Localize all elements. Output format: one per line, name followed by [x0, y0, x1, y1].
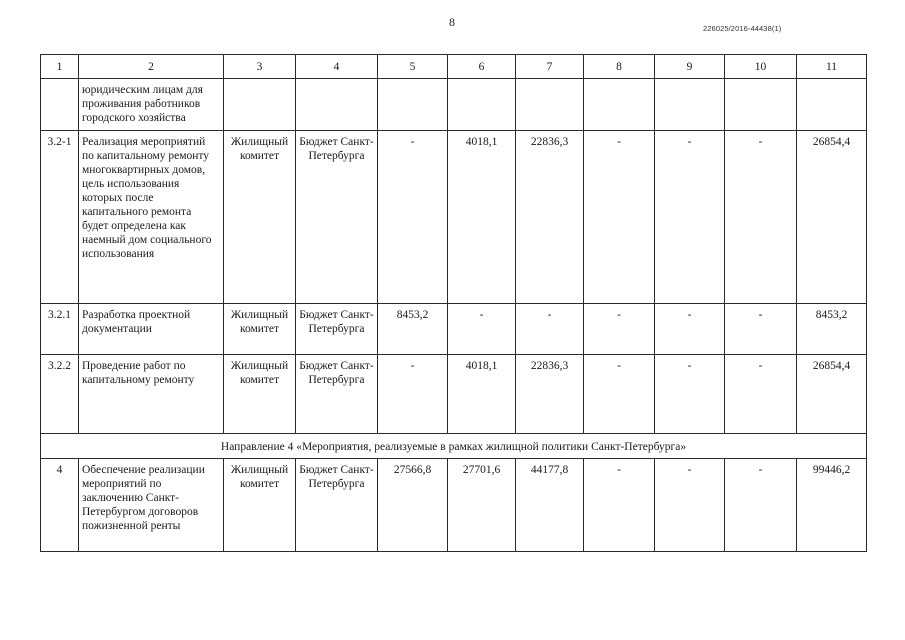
header-cell: 4: [296, 55, 378, 79]
value-cell-9: -: [655, 131, 725, 304]
header-cell: 7: [516, 55, 584, 79]
value-cell-9: -: [655, 304, 725, 355]
budget-table: [40, 54, 867, 552]
executor-cell: Жилищный комитет: [224, 459, 296, 552]
value-cell-6: 4018,1: [448, 131, 516, 304]
executor-cell: Жилищный комитет: [224, 131, 296, 304]
header-cell: 11: [797, 55, 867, 79]
row-number-cell: 3.2-1: [41, 131, 79, 304]
source-cell: Бюджет Санкт-Петербурга: [296, 304, 378, 355]
row-name-cell: Обеспечение реализации мероприятий по заключению Санкт-Петербургом договоров пожизненной ренты: [79, 459, 224, 552]
value-cell-8: -: [584, 459, 655, 552]
header-cell: 2: [79, 55, 224, 79]
executor-cell: Жилищный комитет: [224, 355, 296, 434]
row-name-cell: Разработка проектной документации: [79, 304, 224, 355]
header-cell: 10: [725, 55, 797, 79]
empty-cell: [448, 79, 516, 131]
table-row: [41, 304, 867, 355]
total-cell: 8453,2: [797, 304, 867, 355]
source-cell: Бюджет Санкт-Петербурга: [296, 355, 378, 434]
empty-cell: [797, 79, 867, 131]
value-cell-6: -: [448, 304, 516, 355]
source-cell: Бюджет Санкт-Петербурга: [296, 459, 378, 552]
header-cell: 8: [584, 55, 655, 79]
value-cell-5: -: [378, 355, 448, 434]
value-cell-8: -: [584, 355, 655, 434]
empty-cell: [655, 79, 725, 131]
value-cell-10: -: [725, 459, 797, 552]
total-cell: 99446,2: [797, 459, 867, 552]
value-cell-6: 27701,6: [448, 459, 516, 552]
header-cell: 1: [41, 55, 79, 79]
value-cell-7: 22836,3: [516, 355, 584, 434]
table-row: [41, 355, 867, 434]
row-number-cell: 3.2.2: [41, 355, 79, 434]
row-name-cell: Проведение работ по капитальному ремонту: [79, 355, 224, 434]
row-number-cell: [41, 79, 79, 131]
row-name-cell: юридическим лицам для проживания работников городского хозяйства: [79, 79, 224, 131]
header-cell: 6: [448, 55, 516, 79]
empty-cell: [516, 79, 584, 131]
header-cell: 3: [224, 55, 296, 79]
header-cell: 5: [378, 55, 448, 79]
source-cell: Бюджет Санкт-Петербурга: [296, 131, 378, 304]
total-cell: 26854,4: [797, 355, 867, 434]
value-cell-10: -: [725, 355, 797, 434]
empty-cell: [725, 79, 797, 131]
row-number-cell: 3.2.1: [41, 304, 79, 355]
page-number: 8: [449, 15, 455, 29]
empty-cell: [224, 79, 296, 131]
row-name-cell: Реализация мероприятий по капитальному ремонту многоквартирных домов, цель использования которых после капитального ремонта будет определена как наемный дом социального использования: [79, 131, 224, 304]
table-header-row: [41, 55, 867, 79]
value-cell-5: 27566,8: [378, 459, 448, 552]
direction-title: Направление 4 «Мероприятия, реализуемые в рамках жилищной политики Санкт-Петербурга»: [41, 434, 867, 459]
value-cell-7: 44177,8: [516, 459, 584, 552]
value-cell-7: 22836,3: [516, 131, 584, 304]
value-cell-5: -: [378, 131, 448, 304]
value-cell-8: -: [584, 131, 655, 304]
document-code: 226025/2016-44438(1): [703, 24, 782, 33]
value-cell-8: -: [584, 304, 655, 355]
direction-row: [41, 434, 867, 459]
header-cell: 9: [655, 55, 725, 79]
value-cell-6: 4018,1: [448, 355, 516, 434]
empty-cell: [378, 79, 448, 131]
value-cell-5: 8453,2: [378, 304, 448, 355]
value-cell-9: -: [655, 355, 725, 434]
empty-cell: [584, 79, 655, 131]
value-cell-7: -: [516, 304, 584, 355]
total-cell: 26854,4: [797, 131, 867, 304]
table-row-continuation: [41, 79, 867, 131]
value-cell-10: -: [725, 304, 797, 355]
row-number-cell: 4: [41, 459, 79, 552]
empty-cell: [296, 79, 378, 131]
table-row: [41, 131, 867, 304]
value-cell-10: -: [725, 131, 797, 304]
value-cell-9: -: [655, 459, 725, 552]
table-row: [41, 459, 867, 552]
executor-cell: Жилищный комитет: [224, 304, 296, 355]
